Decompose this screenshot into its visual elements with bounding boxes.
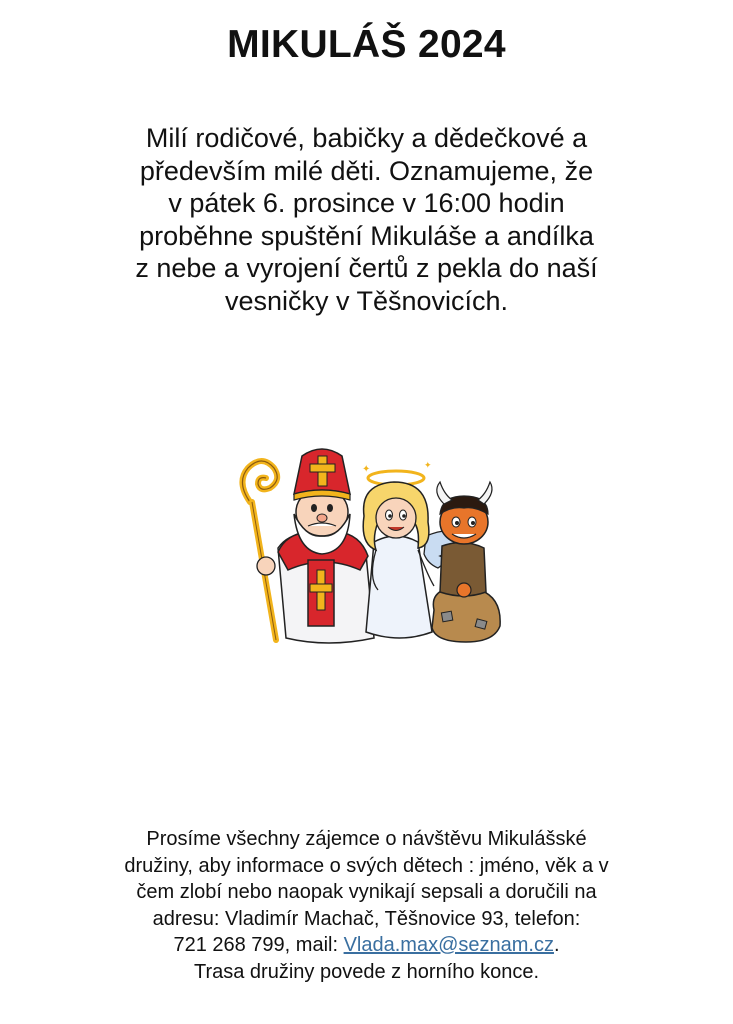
- footer-line: čem zlobí nebo naopak vynikají sepsali a doručili na: [136, 881, 597, 903]
- svg-text:✦: ✦: [362, 464, 371, 475]
- footer-text: [60, 826, 673, 985]
- email-link[interactable]: Vlada.max@seznam.cz: [343, 934, 554, 956]
- intro-line: z nebe a vyrojení čertů z pekla do naší: [135, 253, 598, 283]
- intro-line: proběhne spuštění Mikuláše a andílka: [139, 220, 594, 251]
- intro-line: v pátek 6. prosince v 16:00 hodin: [168, 188, 565, 218]
- devil-figure: [432, 482, 500, 642]
- contact-prefix: 721 268 799, mail:: [173, 934, 344, 956]
- intro-line: Milí rodičové, babičky a dědečkové a: [145, 123, 588, 153]
- intro-line: vesničky v Těšnovicích.: [224, 285, 509, 316]
- svg-text:✦: ✦: [424, 461, 432, 471]
- footer-line: Trasa družiny povede z horního konce.: [193, 960, 539, 983]
- contact-suffix: .: [553, 934, 560, 956]
- footer-line: Prosíme všechny zájemce o návštěvu Mikulášské: [146, 828, 587, 850]
- intro-text: [90, 122, 643, 317]
- intro-line: především milé děti. Oznamujeme, že: [139, 155, 594, 186]
- contact-line: [60, 932, 673, 959]
- footer-line: družiny, aby informace o svých dětech : jméno, věk a v: [124, 854, 609, 877]
- mikulas-angel-devil-illustration: [228, 442, 518, 650]
- crosier-icon: [242, 461, 277, 640]
- page-title: MIKULÁŠ 2024: [227, 23, 506, 66]
- footer-line: adresu: Vladimír Machač, Těšnovice 93, telefon:: [152, 907, 581, 930]
